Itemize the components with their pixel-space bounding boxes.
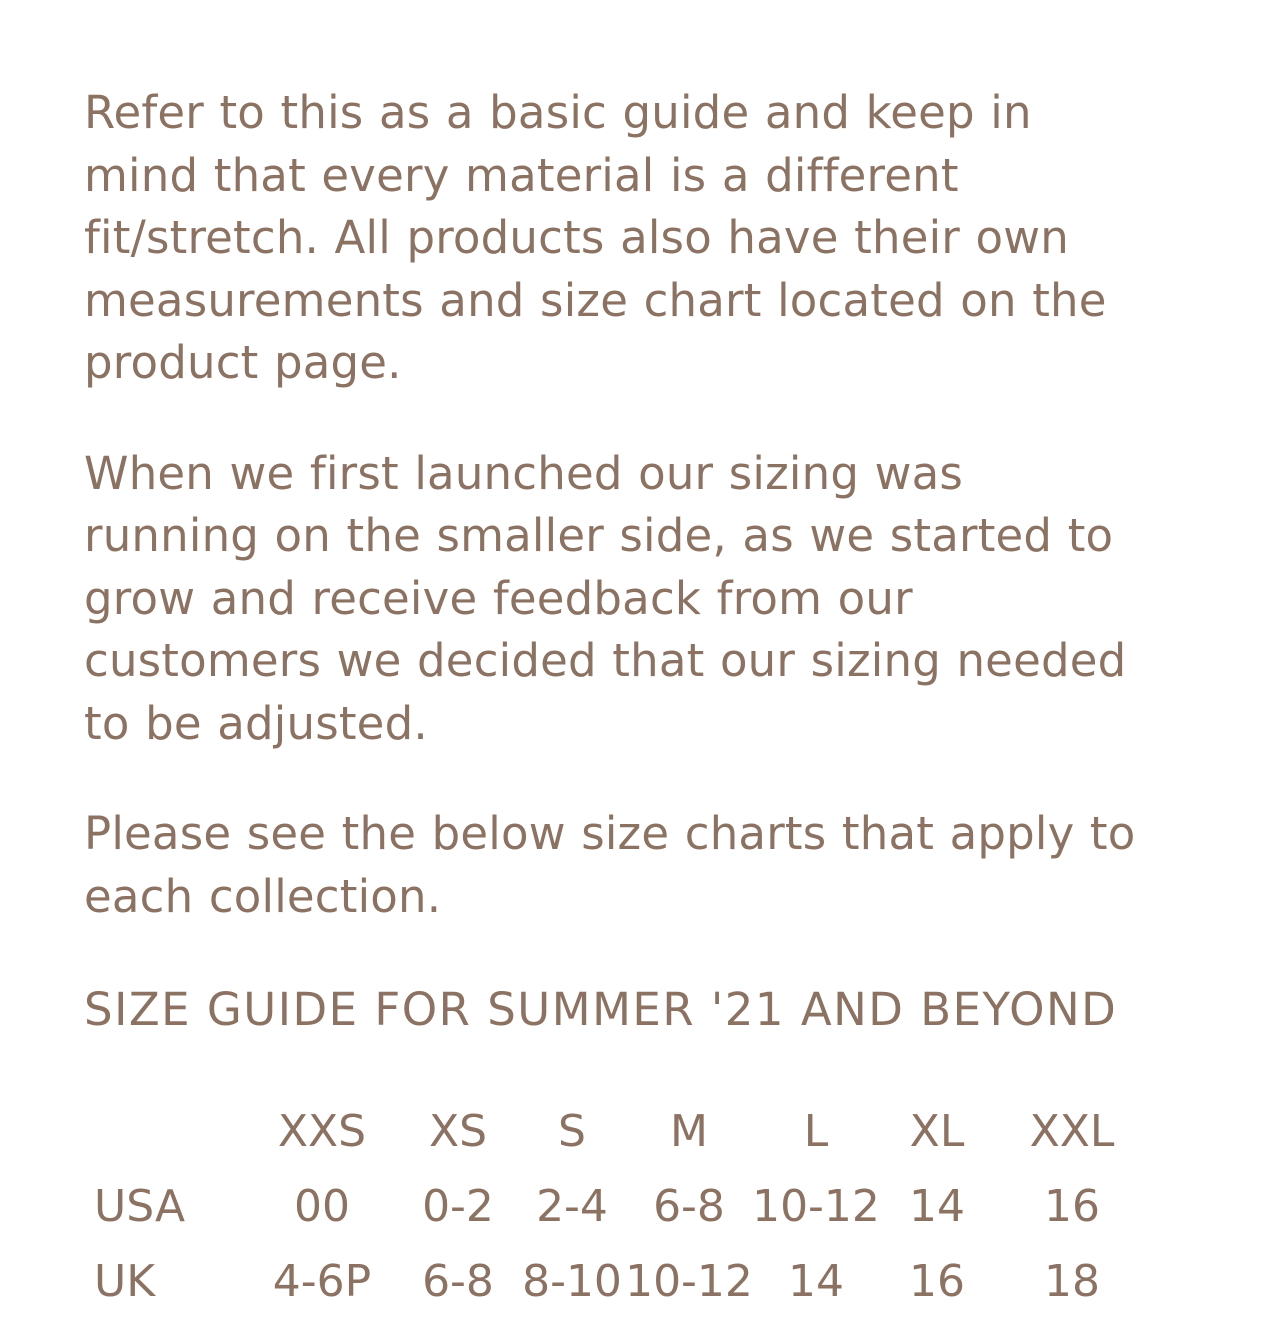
paragraph-sizing-history — [84, 443, 1204, 756]
row-label: USA — [94, 1181, 186, 1232]
paragraph-line: product page. — [84, 336, 402, 389]
table-cell: 14 — [788, 1256, 844, 1307]
table-cell: 00 — [294, 1181, 350, 1232]
paragraph-basic-guide — [84, 82, 1204, 395]
table-cell: 8-10 — [522, 1256, 622, 1307]
table-cell: 6-8 — [422, 1256, 494, 1307]
table-cell: 6-8 — [653, 1181, 725, 1232]
table-cell: 14 — [909, 1181, 965, 1232]
paragraph-line: to be adjusted. — [84, 696, 428, 750]
paragraph-line: fit/stretch. All products also have their own — [84, 211, 1069, 264]
paragraph-see-below — [84, 803, 1204, 928]
table-cell: 10-12 — [625, 1256, 753, 1307]
table-cell: 0-2 — [422, 1181, 494, 1232]
paragraph-line: Please see the below size charts that apply to — [84, 807, 1136, 860]
size-header-cell: L — [803, 1106, 829, 1157]
paragraph-line: mind that every material is a different — [84, 148, 959, 202]
size-header-cell: XL — [909, 1106, 965, 1157]
paragraph-line: running on the smaller side, as we started to — [84, 509, 1114, 562]
table-cell: 10-12 — [752, 1181, 880, 1232]
table-cell: 16 — [909, 1256, 965, 1307]
table-row-uk — [84, 1250, 1204, 1325]
paragraph-line: When we first launched our sizing was — [84, 446, 964, 500]
paragraph-line: customers we decided that our sizing needed — [84, 634, 1127, 687]
table-cell: 2-4 — [536, 1181, 608, 1232]
table-cell: 18 — [1044, 1256, 1100, 1307]
intro-text — [84, 82, 1204, 976]
size-header-cell: M — [670, 1106, 708, 1157]
size-header-cell: XXS — [277, 1106, 367, 1157]
paragraph-line: Refer to this as a basic guide and keep in — [84, 86, 1032, 139]
paragraph-line: each collection. — [84, 869, 442, 923]
size-table — [84, 1100, 1204, 1325]
size-header-cell: S — [558, 1106, 586, 1157]
table-cell: 16 — [1044, 1181, 1100, 1232]
table-cell: 4-6P — [272, 1256, 372, 1307]
paragraph-line: grow and receive feedback from our — [84, 571, 913, 625]
size-header-cell: XXL — [1029, 1106, 1115, 1157]
row-label: UK — [94, 1256, 156, 1307]
size-header-row — [84, 1100, 1204, 1175]
size-guide-title: SIZE GUIDE FOR SUMMER '21 AND BEYOND — [84, 983, 1118, 1036]
size-header-cell: XS — [428, 1106, 488, 1157]
paragraph-line: measurements and size chart located on the — [84, 273, 1107, 327]
table-row-usa — [84, 1175, 1204, 1250]
